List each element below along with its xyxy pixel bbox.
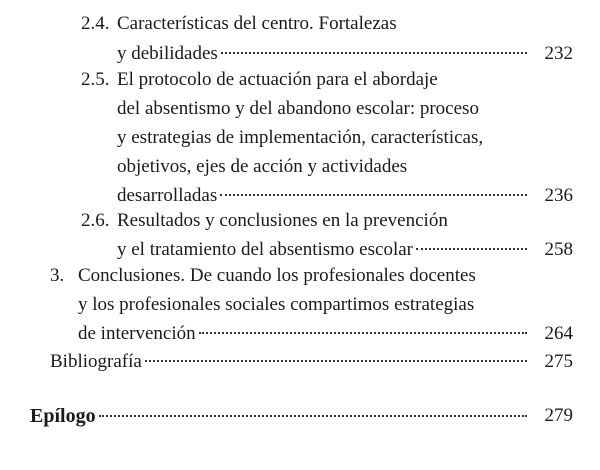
toc-entry-title: y el tratamiento del absentismo escolar bbox=[117, 239, 413, 260]
toc-entry-number: 3. bbox=[50, 265, 65, 286]
dot-leader bbox=[416, 248, 527, 250]
toc-entry-title: Epílogo bbox=[30, 405, 96, 427]
dot-leader bbox=[220, 194, 527, 196]
toc-page-number: 279 bbox=[544, 405, 573, 426]
toc-entry-number: 2.5. bbox=[81, 69, 110, 90]
toc-entry-title: Bibliografía bbox=[50, 351, 142, 372]
toc-page-number: 236 bbox=[544, 185, 573, 206]
toc-entry-number: 2.6. bbox=[81, 210, 110, 231]
toc-page-number: 275 bbox=[544, 351, 573, 372]
toc-entry-title: Conclusiones. De cuando los profesionales docentes bbox=[78, 265, 476, 286]
dot-leader bbox=[145, 360, 527, 362]
toc-entry-title: objetivos, ejes de acción y actividades bbox=[117, 156, 408, 177]
toc-entry-title: Resultados y conclusiones en la prevención bbox=[117, 210, 448, 231]
dot-leader bbox=[199, 332, 527, 334]
toc-entry-number: 2.4. bbox=[81, 13, 110, 34]
toc-entry-title: y debilidades bbox=[117, 43, 218, 64]
toc-page-number: 232 bbox=[544, 43, 573, 64]
toc-entry-title: del absentismo y del abandono escolar: proceso bbox=[117, 98, 479, 119]
toc-entry-title: Características del centro. Fortalezas bbox=[117, 13, 397, 34]
toc-page-number: 258 bbox=[544, 239, 573, 260]
dot-leader bbox=[99, 415, 527, 417]
toc-entry-title: desarrolladas bbox=[117, 185, 218, 206]
toc-entry-title: y estrategias de implementación, características, bbox=[117, 127, 484, 148]
dot-leader bbox=[221, 52, 527, 54]
toc-entry-title: El protocolo de actuación para el abordaje bbox=[117, 69, 438, 90]
toc-page-number: 264 bbox=[544, 323, 573, 344]
toc-entry-title: de intervención bbox=[78, 323, 196, 344]
toc-entry-title: y los profesionales sociales compartimos estrategias bbox=[78, 294, 475, 315]
